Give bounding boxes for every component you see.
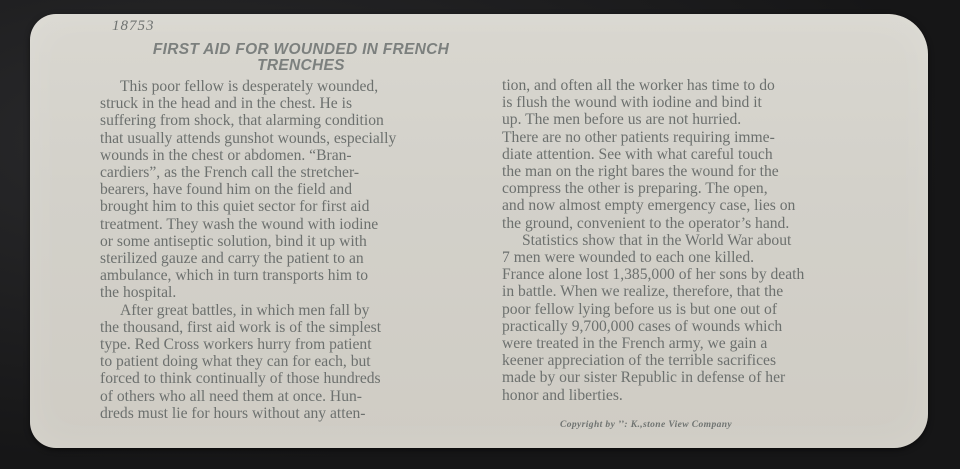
text-line: and now almost empty emergency case, lies on — [502, 197, 796, 215]
copyright-notice: Copyright by ’’: K.,stone View Company — [560, 420, 733, 430]
card-title — [106, 42, 496, 74]
text-line: the thousand, first aid work is of the simplest — [100, 318, 382, 336]
text-line: After great battles, in which men fall by — [120, 301, 370, 319]
title-line-1: FIRST AID FOR WOUNDED IN FRENCH — [152, 41, 450, 58]
text-line: struck in the head and in the chest. He is — [100, 95, 353, 113]
text-line: 7 men were wounded to each one killed. — [502, 249, 755, 267]
text-line: brought him to this quiet sector for first aid — [100, 198, 370, 216]
text-line: There are no other patients requiring imme- — [502, 128, 775, 146]
text-line: This poor fellow is desperately wounded, — [120, 78, 379, 95]
text-line: treatment. They wash the wound with iodine — [100, 215, 379, 233]
text-line: tion, and often all the worker has time to do — [502, 77, 775, 94]
title-line-2: TRENCHES — [257, 57, 345, 74]
text-line: cardiers”, as the French call the stretcher- — [100, 164, 360, 182]
text-line: or some antiseptic solution, bind it up with — [100, 232, 367, 250]
right-text-column — [502, 77, 870, 404]
text-line: the hospital. — [100, 284, 177, 302]
text-line: sterilized gauze and carry the patient to an — [100, 250, 364, 268]
text-line: were treated in the French army, we gain a — [502, 335, 768, 353]
text-line: compress the other is preparing. The open, — [502, 180, 768, 198]
text-line: the ground, convenient to the operator’s hand. — [502, 214, 790, 232]
stereoview-card-back — [30, 14, 928, 448]
text-line: honor and liberties. — [502, 386, 623, 404]
text-line: diate attention. See with what careful touch — [502, 145, 773, 163]
text-line: type. Red Cross workers hurry from patient — [100, 336, 372, 354]
text-line: poor fellow lying before us is but one out of — [502, 300, 778, 318]
text-line: the man on the right bares the wound for the — [502, 163, 779, 181]
text-line: Statistics show that in the World War about — [522, 231, 792, 249]
text-line: up. The men before us are not hurried. — [502, 111, 742, 129]
text-line: wounds in the chest or abdomen. “Bran- — [100, 146, 352, 164]
catalog-number: 18753 — [112, 18, 155, 34]
text-line: is flush the wound with iodine and bind it — [502, 94, 762, 112]
text-line: to patient doing what they can for each, but — [100, 353, 371, 371]
text-line: dreds must lie for hours without any atten- — [100, 404, 366, 422]
text-line: ambulance, which in turn transports him to — [100, 267, 369, 285]
text-line: made by our sister Republic in defense of her — [502, 369, 786, 387]
text-line: of others who all need them at once. Hun- — [100, 387, 362, 405]
text-line: France alone lost 1,385,000 of her sons by death — [502, 266, 805, 284]
text-line: suffering from shock, that alarming condition — [100, 112, 384, 130]
left-text-column — [100, 78, 502, 422]
text-line: forced to think continually of those hundreds — [100, 370, 381, 388]
text-line: bearers, have found him on the field and — [100, 181, 353, 199]
text-line: keener appreciation of the terrible sacrifices — [502, 352, 777, 370]
text-line: that usually attends gunshot wounds, especially — [100, 129, 397, 147]
text-line: practically 9,700,000 cases of wounds which — [502, 317, 783, 335]
text-line: in battle. When we realize, therefore, that the — [502, 283, 784, 301]
